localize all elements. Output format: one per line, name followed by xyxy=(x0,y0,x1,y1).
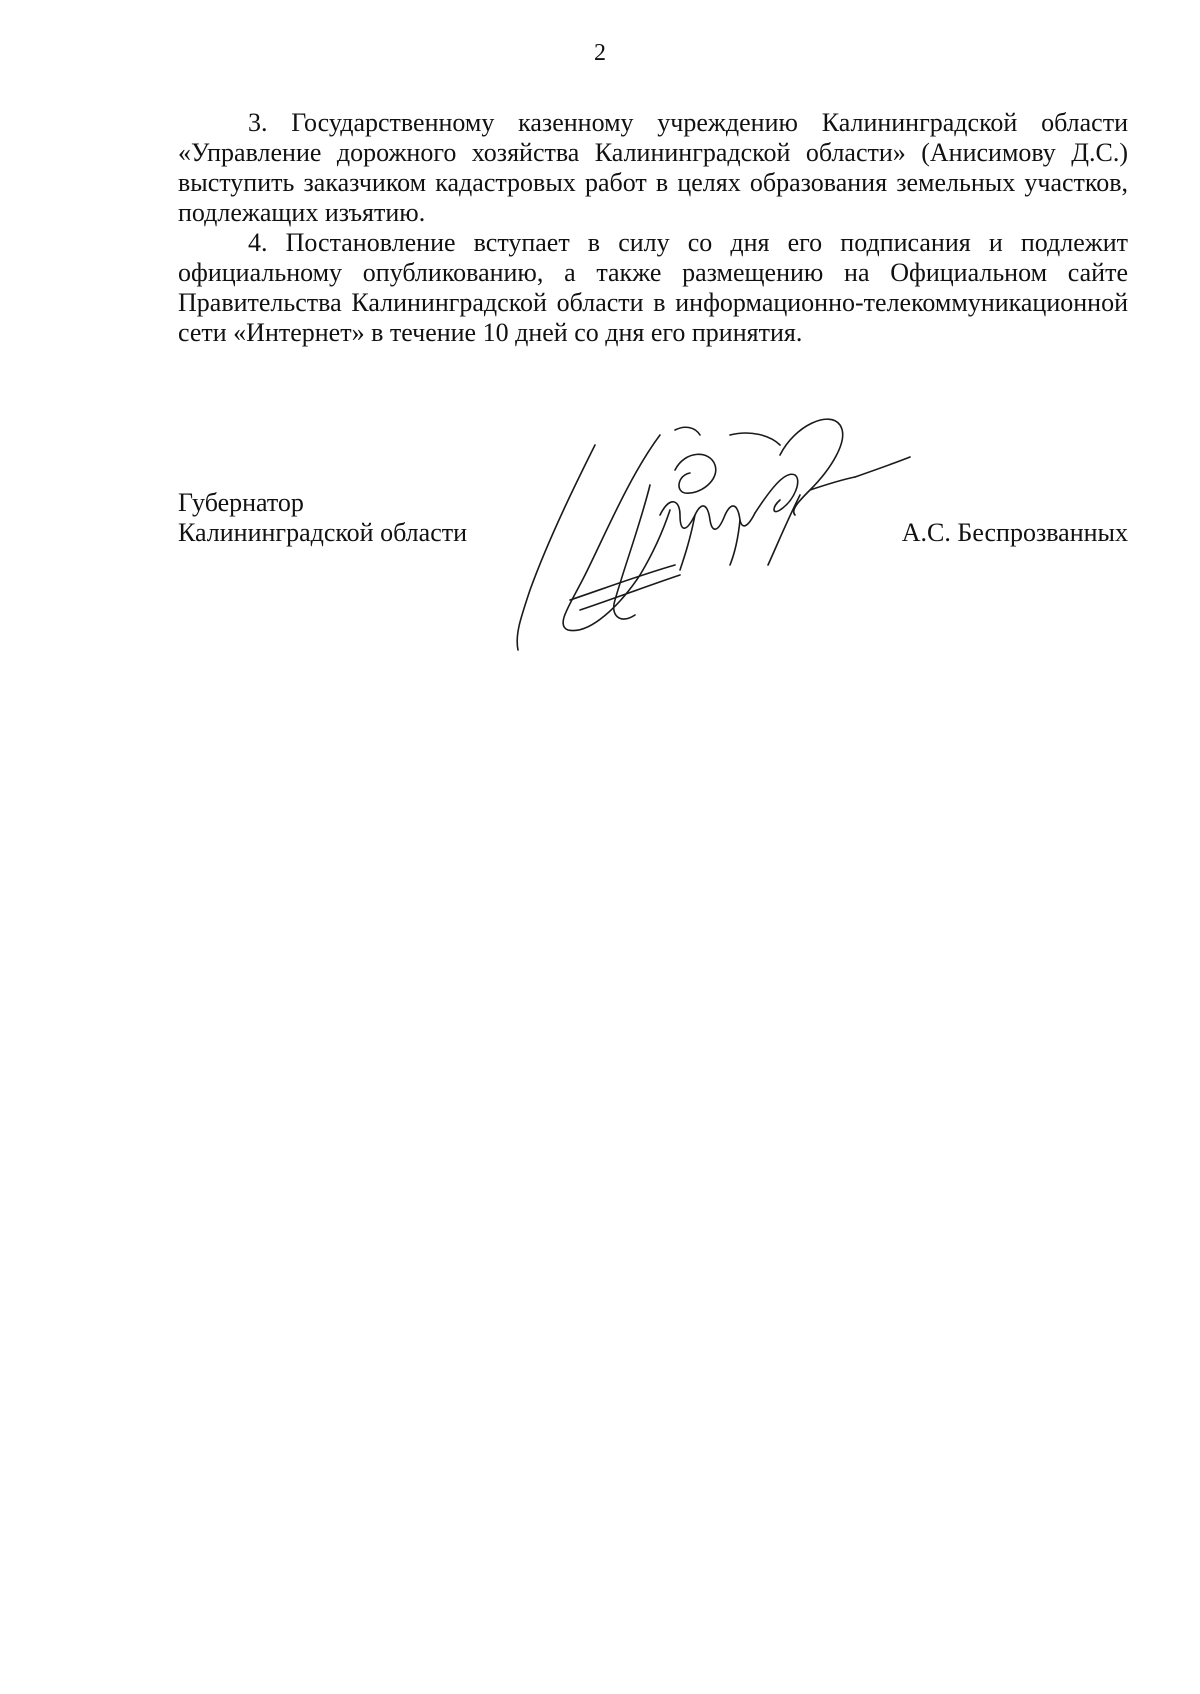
paragraph-3: 3. Государственному казенному учреждению Калининградской области «Управление дорожного хозяйства Калининградской области» (Анисимову Д.С.) выступить заказчиком кадастровых работ в целях образования земельных участков, подлежащих изъятию. xyxy=(178,108,1128,227)
signatory-position-line1: Губернатор xyxy=(178,488,304,517)
document-body xyxy=(178,108,1128,348)
paragraph-4: 4. Постановление вступает в силу со дня его подписания и подлежит официальному опубликованию, а также размещению на Официальном сайте Правительства Калининградской области в информационно-телекоммуникационной сети «Интернет» в течение 10 дней со дня его принятия. xyxy=(178,228,1128,347)
signatory-name: А.С. Беспрозванных xyxy=(901,518,1128,547)
handwritten-signature xyxy=(510,415,950,675)
signatory-position-line2: Калининградской области xyxy=(178,518,468,547)
page-number: 2 xyxy=(594,40,606,66)
signatory-position xyxy=(178,488,467,548)
